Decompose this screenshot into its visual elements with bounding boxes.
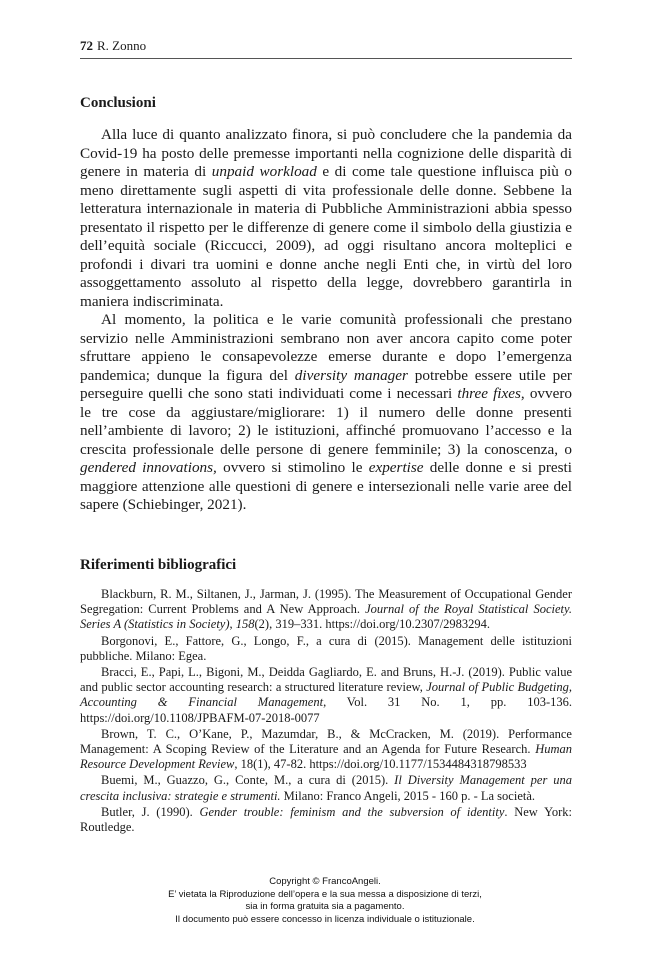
text-run: Al momento, la politica e le varie comunità professionali che prestano servizio nelle Amministrazioni sembrano non aver ancora capito come poter sfruttare appieno le consapevolezze emerse durante e dopo l’emergenza pandemica; dunque la figura del xyxy=(80,311,572,384)
italic-run: Human Resource Development Review xyxy=(80,742,572,772)
reference-entry xyxy=(80,587,572,633)
italic-run: expertise xyxy=(368,459,424,476)
text-run: Alla luce di quanto analizzato finora, si può concludere che la pandemia da Covid-19 ha posto delle premesse importanti nella cognizione delle disparità di genere in materia di xyxy=(80,126,572,180)
text-run: potrebbe essere utile per perseguire quelli che sono stati individuati come i necessari xyxy=(80,366,572,402)
text-run: Bracci, E., Papi, L., Bigoni, M., Deidda Gagliardo, E. and Bruns, H.-J. (2019). Public value and public sector accounting research: a structured literature review, xyxy=(80,665,572,695)
body-paragraph xyxy=(80,311,572,515)
text-run: , ovvero le tre cose da aggiustare/migliorare: 1) il numero delle donne presenti nell’ambiente di lavoro; 2) le istituzioni, affinché promuovano l’accesso e la crescita professionale delle persone di genere femminile; 3) la conoscenza, o xyxy=(80,385,572,458)
text-run: . New York: Routledge. xyxy=(80,804,572,835)
reference-list xyxy=(80,587,572,836)
reference-entry xyxy=(80,727,572,773)
section-title-conclusions: Conclusioni xyxy=(80,95,156,111)
footer-line: Il documento può essere concesso in licenza individuale o istituzionale. xyxy=(175,913,475,925)
footer-line: Copyright © FrancoAngeli. xyxy=(269,876,381,887)
body-paragraph xyxy=(80,126,572,311)
section-title-references: Riferimenti bibliografici xyxy=(80,557,237,573)
italic-run: Gender trouble: feminism and the subversion of identity xyxy=(199,804,505,819)
italic-run: diversity manager xyxy=(294,366,408,384)
italic-run: Il Diversity Management per una crescita inclusiva: strategie e strumenti. xyxy=(80,773,572,803)
reference-entry xyxy=(80,805,572,835)
italic-run: gendered innovations, xyxy=(80,459,217,476)
italic-run: three fixes xyxy=(457,385,521,402)
text-run: Blackburn, R. M., Siltanen, J., Jarman, J. (1995). The Measurement of Occupational Gender Segregation: Current Problems and A New Approach. xyxy=(80,587,572,617)
reference-entry xyxy=(80,773,572,803)
text-run: delle donne e si presti maggiore attenzione alle questioni di genere e intersezionali nelle varie aree del sapere (Schiebinger, 2021). xyxy=(80,459,572,513)
text-run: Butler, J. (1990). xyxy=(101,804,200,819)
running-header xyxy=(80,38,572,59)
reference-entry xyxy=(80,665,572,726)
text-run: , xyxy=(229,617,236,632)
reference-entry xyxy=(80,634,572,664)
text-run: Borgonovi, E., Fattore, G., Longo, F., a cura di (2015). Management delle istituzioni pubbliche. Milano: Egea. xyxy=(80,633,572,663)
italic-run: Journal of the Royal Statistical Society. Series A (Statistics in Society) xyxy=(80,602,573,632)
text-run: Brown, T. C., O’Kane, P., Mazumdar, B., & McCracken, M. (2019). Performance Management: A Scoping Review of the Literature and an Agenda for Future Research. xyxy=(80,726,572,757)
footer-line: sia in forma gratuita sia a pagamento. xyxy=(245,901,405,912)
text-run: Milano: Franco Angeli, 2015 - 160 p. - La società. xyxy=(280,788,536,803)
copyright-footer xyxy=(0,876,650,926)
text-run: (2), 319–331. https://doi.org/10.2307/2983294. xyxy=(254,617,491,632)
italic-run: Journal of Public Budgeting, Accounting & Financial Management xyxy=(80,680,572,710)
footer-line: E’ vietata la Riproduzione dell’opera e la sua messa a disposizione di terzi, xyxy=(168,888,482,900)
text-run: , 18(1), 47-82. https://doi.org/10.1177/1534484318798533 xyxy=(234,757,527,772)
text-run: Buemi, M., Guazzo, G., Conte, M., a cura di (2015). xyxy=(101,773,395,788)
italic-run: 158 xyxy=(235,617,255,632)
italic-run: unpaid workload xyxy=(211,163,317,180)
running-author: R. Zonno xyxy=(97,38,147,53)
text-run: , Vol. 31 No. 1, pp. 103-136. https://doi.org/10.1108/JPBAFM-07-2018-0077 xyxy=(80,695,572,725)
text-run: e di come tale questione influisca più o meno direttamente sugli aspetti di vita professionale delle donne. Sebbene la letteratura internazionale in materia di Pubbliche Amministrazioni abbia spesso presentato il rispetto per le differenze di genere come il simbolo della giustizia e dell’equità sociale (Riccucci, 2009), ad oggi risultano ancora molteplici e profondi i divari tra uomini e donne anche negli Enti che, in virtù del loro assoggettamento assoluto al rispetto della legge, dovrebbero garantirla in maniera indiscriminata. xyxy=(80,163,572,310)
text-run: ovvero si stimolino le xyxy=(216,459,369,476)
conclusions-body xyxy=(80,126,572,515)
page-number: 72 xyxy=(80,38,93,53)
